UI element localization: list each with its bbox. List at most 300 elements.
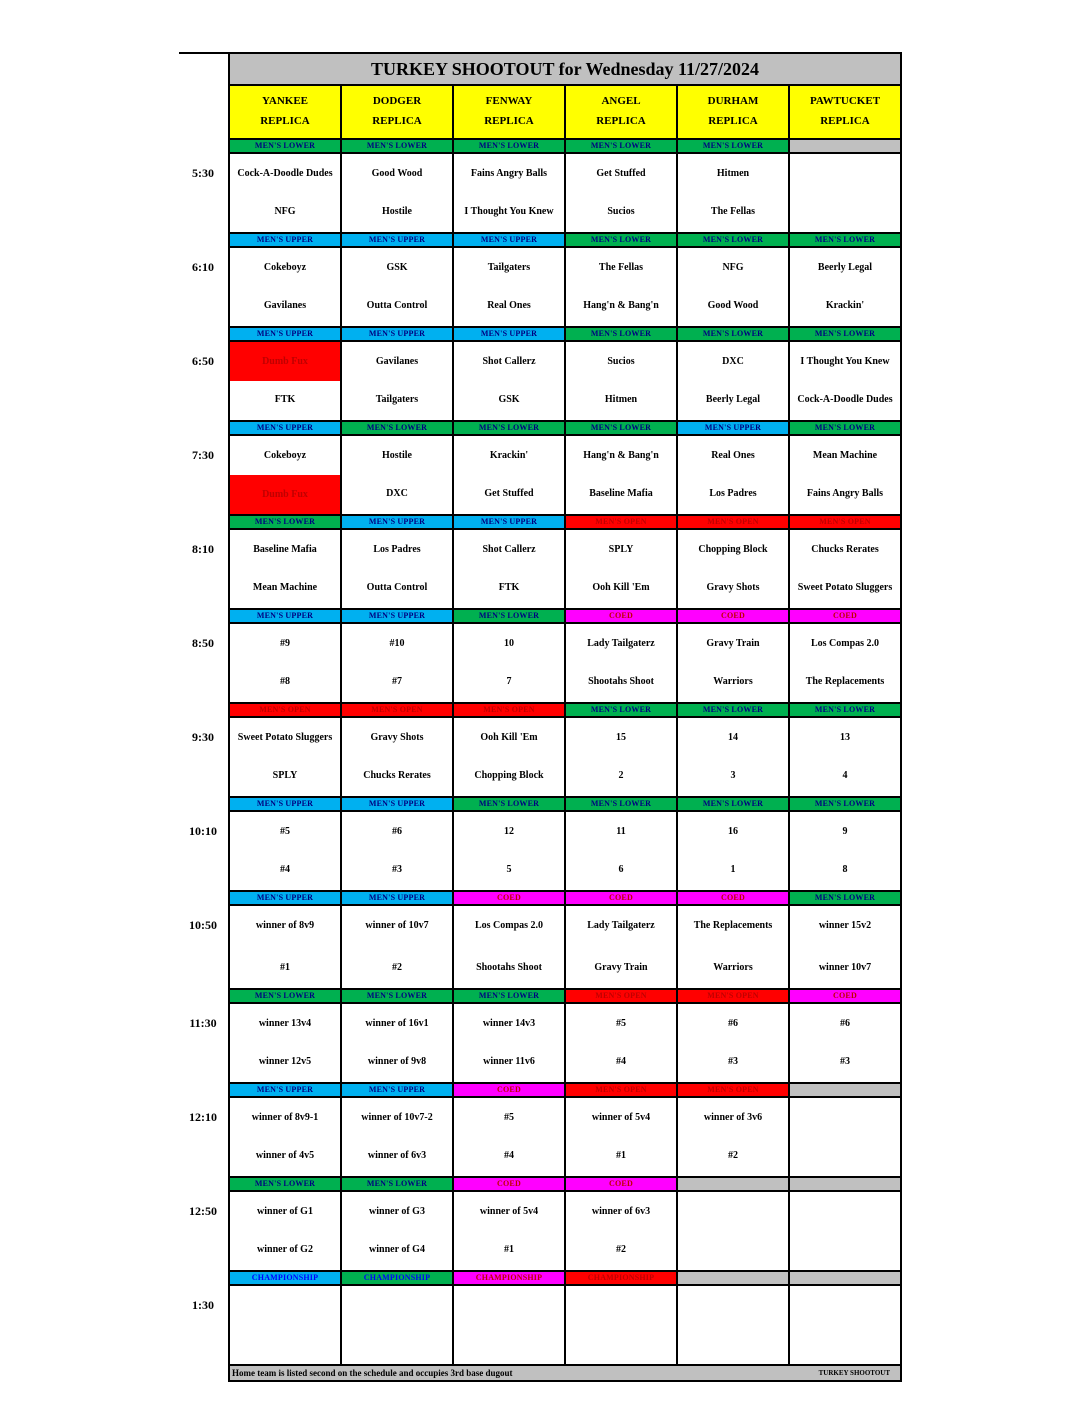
division-label: MEN'S UPPER [342,1084,454,1096]
home-team: winner of 4v5 [255,1150,315,1161]
time-label: 9:30 [192,730,214,744]
away-team: Cokeboyz [263,262,307,273]
division-label: CHAMPIONSHIP [342,1272,454,1284]
game-cell [230,436,342,514]
division-label: MEN'S OPEN [678,516,790,528]
away-team [678,1204,788,1220]
away-team [342,1298,452,1314]
game-cell [678,342,790,420]
division-band [230,1084,900,1098]
home-team: GSK [498,394,520,405]
home-team: Shootahs Shoot [588,676,654,687]
away-team: 11 [616,826,626,837]
division-label: MEN'S UPPER [454,516,566,528]
division-label: MEN'S LOWER [790,234,900,246]
division-label: MEN'S UPPER [342,798,454,810]
game-cell [566,718,678,796]
away-team: winner of 5v4 [591,1112,651,1123]
away-team: #9 [280,638,290,649]
division-label: COED [678,610,790,622]
division-label [790,1084,900,1096]
division-label: MEN'S LOWER [678,328,790,340]
division-label: COED [678,892,790,904]
home-team: Hostile [382,206,412,217]
division-label: MEN'S LOWER [566,234,678,246]
footer-brand: TURKEY SHOOTOUT [818,1369,890,1377]
home-team: 1 [730,864,736,875]
division-label: MEN'S UPPER [678,422,790,434]
game-cell [342,530,454,608]
home-team: NFG [274,206,296,217]
away-team: #6 [392,826,402,837]
away-team: 14 [728,732,738,743]
game-cell [678,718,790,796]
game-row [230,1192,900,1272]
away-team: Krackin' [489,450,529,461]
game-cell [454,342,566,420]
division-label: MEN'S OPEN [566,990,678,1002]
game-row [230,906,900,990]
home-team: #4 [280,864,290,875]
game-cell [342,1004,454,1082]
game-cell [790,154,900,232]
home-team [454,1336,564,1352]
field-header-fenway [454,86,566,138]
division-band [230,234,900,248]
game-cell [230,812,342,890]
division-label: MEN'S UPPER [454,234,566,246]
away-team: winner of 6v3 [591,1206,651,1217]
field-name: YANKEE [261,95,309,107]
away-team: Sweet Potato Sluggers [237,732,333,743]
division-label: MEN'S LOWER [566,704,678,716]
time-label: 12:50 [189,1204,217,1218]
game-cell [342,154,454,232]
away-team: Beerly Legal [817,262,873,273]
game-cell [790,1192,900,1270]
game-cell [342,1098,454,1176]
division-label: COED [454,1178,566,1190]
away-team: Hostile [382,450,412,461]
home-team: #2 [392,962,402,973]
home-team: Dumb Fux [230,475,340,514]
division-label: CHAMPIONSHIP [454,1272,566,1284]
game-cell [230,342,342,420]
away-team: Gravy Shots [370,732,424,743]
game-cell [678,1286,790,1364]
away-team: Lady Tailgaterz [587,638,655,649]
game-row [230,624,900,704]
home-team: Gavilanes [263,300,307,311]
home-team: #3 [840,1056,850,1067]
away-team: Los Padres [373,544,421,555]
game-cell [678,154,790,232]
away-team: 10 [504,638,514,649]
home-team [230,1336,340,1352]
field-header-angel [566,86,678,138]
division-label: MEN'S UPPER [230,422,342,434]
home-team: winner of 9v8 [367,1056,427,1067]
home-team: Chopping Block [474,770,544,781]
home-team: winner 10v7 [818,962,872,973]
division-label: MEN'S UPPER [230,610,342,622]
division-label: MEN'S LOWER [454,140,566,152]
game-cell [790,1098,900,1176]
field-name: DURHAM [707,95,759,107]
home-team: Krackin' [825,300,865,311]
away-team: winner 13v4 [258,1018,312,1029]
time-slots [230,140,900,1366]
game-cell [342,248,454,326]
home-team [342,1336,452,1352]
top-rule [179,52,229,54]
home-team [678,1242,788,1258]
away-team: Lady Tailgaterz [587,920,655,931]
game-cell [566,1098,678,1176]
home-team: Good Wood [707,300,759,311]
division-label: MEN'S LOWER [566,422,678,434]
game-cell [566,248,678,326]
away-team: 15 [616,732,626,743]
game-cell [454,1192,566,1270]
home-team: #3 [728,1056,738,1067]
game-row [230,530,900,610]
game-cell [230,154,342,232]
division-label: MEN'S LOWER [566,798,678,810]
game-cell [566,812,678,890]
away-team: Cock-A-Doodle Dudes [237,168,333,179]
division-label: MEN'S LOWER [342,422,454,434]
division-label: COED [790,610,900,622]
home-team: #2 [728,1150,738,1161]
division-label: MEN'S UPPER [342,892,454,904]
home-team: 8 [842,864,848,875]
away-team: #5 [280,826,290,837]
away-team: winner of 8v9 [255,920,315,931]
away-team: Los Compas 2.0 [474,920,544,931]
home-team: #1 [280,962,290,973]
division-label: MEN'S UPPER [342,516,454,528]
home-team: Hang'n & Bang'n [583,300,659,311]
field-subtitle: REPLICA [820,115,870,127]
time-label: 6:10 [192,260,214,274]
home-team: The Fellas [710,206,756,217]
home-team: FTK [498,582,520,593]
division-label [790,1178,900,1190]
away-team: #10 [389,638,405,649]
division-label: MEN'S UPPER [230,234,342,246]
game-cell [678,436,790,514]
schedule-sheet [228,52,902,1382]
away-team: winner of 16v1 [365,1018,429,1029]
division-label: COED [566,610,678,622]
game-cell [566,154,678,232]
game-cell [230,1286,342,1364]
division-label: MEN'S LOWER [342,1178,454,1190]
home-team: Real Ones [487,300,531,311]
away-team: Shot Callerz [482,544,536,555]
home-team: Ooh Kill 'Em [592,582,650,593]
division-label: MEN'S LOWER [230,990,342,1002]
game-row [230,154,900,234]
away-team: NFG [722,262,744,273]
game-row [230,718,900,798]
away-team: winner of G3 [369,1206,425,1217]
game-cell [790,342,900,420]
home-team: Los Padres [709,488,757,499]
division-label: MEN'S UPPER [342,610,454,622]
game-row [230,812,900,892]
home-team [678,1336,788,1352]
division-label: MEN'S LOWER [790,704,900,716]
division-label: MEN'S OPEN [342,704,454,716]
away-team: Chopping Block [698,544,768,555]
home-team: Gravy Shots [706,582,760,593]
home-team: Sweet Potato Sluggers [797,582,893,593]
division-band [230,422,900,436]
home-team: 6 [618,864,624,875]
game-cell [566,342,678,420]
home-team: Shootahs Shoot [476,962,542,973]
home-team: SPLY [272,770,298,781]
division-label: MEN'S LOWER [454,610,566,622]
away-team: DXC [722,356,744,367]
division-band [230,1178,900,1192]
game-cell [230,1098,342,1176]
home-team: Warriors [713,962,753,973]
division-label: MEN'S OPEN [678,1084,790,1096]
home-team [790,1336,900,1352]
away-team: The Replacements [693,920,773,931]
away-team: winner 14v3 [482,1018,536,1029]
game-cell [454,436,566,514]
division-label: MEN'S OPEN [790,516,900,528]
division-label: MEN'S UPPER [342,234,454,246]
time-label: 10:50 [189,918,217,932]
time-label: 12:10 [189,1110,217,1124]
time-label: 10:10 [189,824,217,838]
game-cell [454,812,566,890]
game-cell [230,248,342,326]
time-label: 11:30 [189,1016,217,1030]
away-team: Gavilanes [375,356,419,367]
division-band [230,516,900,530]
away-team [790,1298,900,1314]
division-label [790,1272,900,1284]
game-row [230,248,900,328]
division-label: MEN'S LOWER [566,328,678,340]
away-team: The Fellas [598,262,644,273]
division-label: MEN'S UPPER [230,1084,342,1096]
home-team: #4 [504,1150,514,1161]
field-subtitle: REPLICA [596,115,646,127]
time-label: 5:30 [192,166,214,180]
away-team: I Thought You Knew [800,356,890,367]
away-team: 12 [504,826,514,837]
game-cell [790,248,900,326]
home-team: #1 [504,1244,514,1255]
home-team: Baseline Mafia [589,488,653,499]
division-label: MEN'S LOWER [454,422,566,434]
home-team-note: Home team is listed second on the schedule and occupies 3rd base dugout [232,1368,513,1378]
game-cell [454,530,566,608]
game-cell [566,530,678,608]
home-team: Cock-A-Doodle Dudes [797,394,893,405]
division-band [230,328,900,342]
division-label: COED [566,1178,678,1190]
away-team: 13 [840,732,850,743]
away-team [790,1204,900,1220]
division-label: MEN'S LOWER [342,990,454,1002]
division-label: MEN'S LOWER [790,892,900,904]
game-cell [566,624,678,702]
away-team: Shot Callerz [482,356,536,367]
game-cell [566,1004,678,1082]
home-team [790,1148,900,1164]
game-cell [454,906,566,988]
away-team: Get Stuffed [596,168,646,179]
division-label: MEN'S LOWER [566,140,678,152]
division-label [790,140,900,152]
home-team: Gravy Train [594,962,648,973]
away-team: Tailgaters [487,262,531,273]
game-cell [342,906,454,988]
division-band [230,892,900,906]
game-cell [230,1004,342,1082]
away-team [678,1298,788,1314]
home-team: Tailgaters [375,394,419,405]
home-team: 5 [506,864,512,875]
field-subtitle: REPLICA [708,115,758,127]
home-team [566,1336,676,1352]
home-team: winner of G4 [369,1244,425,1255]
field-name: DODGER [372,95,422,107]
division-label: MEN'S LOWER [678,140,790,152]
division-label: MEN'S LOWER [342,140,454,152]
away-team: Gravy Train [706,638,760,649]
division-label: COED [790,990,900,1002]
game-cell [342,624,454,702]
field-header-yankee [230,86,342,138]
division-band [230,704,900,718]
home-team: Outta Control [366,582,428,593]
home-team: Beerly Legal [705,394,761,405]
field-name: ANGEL [601,95,641,107]
time-label: 8:50 [192,636,214,650]
division-label: COED [454,1084,566,1096]
division-band [230,798,900,812]
away-team [790,1110,900,1126]
home-team: #4 [616,1056,626,1067]
game-cell [566,1286,678,1364]
game-cell [678,248,790,326]
field-header-row [230,86,900,140]
time-label: 6:50 [192,354,214,368]
game-cell [342,342,454,420]
game-cell [342,812,454,890]
field-header-dodger [342,86,454,138]
field-name: FENWAY [485,95,533,107]
home-team: 2 [618,770,624,781]
away-team: winner of 5v4 [479,1206,539,1217]
home-team: Outta Control [366,300,428,311]
game-row [230,1004,900,1084]
division-label: MEN'S LOWER [790,798,900,810]
field-header-durham [678,86,790,138]
away-team: 16 [728,826,738,837]
division-label: MEN'S OPEN [230,704,342,716]
game-cell [230,1192,342,1270]
game-cell [678,812,790,890]
game-cell [230,906,342,988]
away-team: winner of 10v7-2 [361,1112,433,1123]
division-label: CHAMPIONSHIP [566,1272,678,1284]
home-team: #2 [616,1244,626,1255]
away-team: SPLY [608,544,634,555]
division-label: COED [454,892,566,904]
home-team: Mean Machine [252,582,318,593]
game-cell [790,530,900,608]
field-subtitle: REPLICA [260,115,310,127]
home-team [790,1242,900,1258]
division-label: MEN'S LOWER [678,798,790,810]
away-team: Hang'n & Bang'n [583,450,659,461]
division-label: MEN'S LOWER [230,140,342,152]
away-team: Cokeboyz [263,450,307,461]
home-team: 4 [842,770,848,781]
game-cell [790,812,900,890]
game-cell [454,718,566,796]
game-cell [454,1098,566,1176]
home-team: winner of G2 [257,1244,313,1255]
game-cell [678,530,790,608]
game-cell [454,248,566,326]
away-team [230,1298,340,1314]
home-team: Chucks Rerates [363,770,431,781]
home-team [790,204,900,220]
game-cell [342,436,454,514]
division-label: MEN'S UPPER [230,798,342,810]
away-team: #5 [504,1112,514,1123]
away-team: Ooh Kill 'Em [480,732,538,743]
away-team: Real Ones [711,450,755,461]
game-cell [454,624,566,702]
game-cell [566,906,678,988]
field-subtitle: REPLICA [372,115,422,127]
game-row [230,342,900,422]
division-label: COED [566,892,678,904]
home-team: #1 [616,1150,626,1161]
division-label: MEN'S LOWER [790,422,900,434]
time-label: 7:30 [192,448,214,462]
away-team: Fains Angry Balls [470,168,548,179]
game-cell [790,906,900,988]
home-team: 3 [730,770,736,781]
away-team: Good Wood [371,168,423,179]
time-label: 1:30 [192,1298,214,1312]
away-team: Mean Machine [812,450,878,461]
game-cell [790,624,900,702]
away-team [790,166,900,182]
game-cell [790,1004,900,1082]
away-team: winner of 8v9-1 [251,1112,319,1123]
home-team: Get Stuffed [484,488,534,499]
home-team: The Replacements [805,676,885,687]
away-team: Baseline Mafia [253,544,317,555]
away-team: winner 15v2 [818,920,872,931]
game-cell [230,530,342,608]
away-team: Dumb Fux [230,342,340,381]
